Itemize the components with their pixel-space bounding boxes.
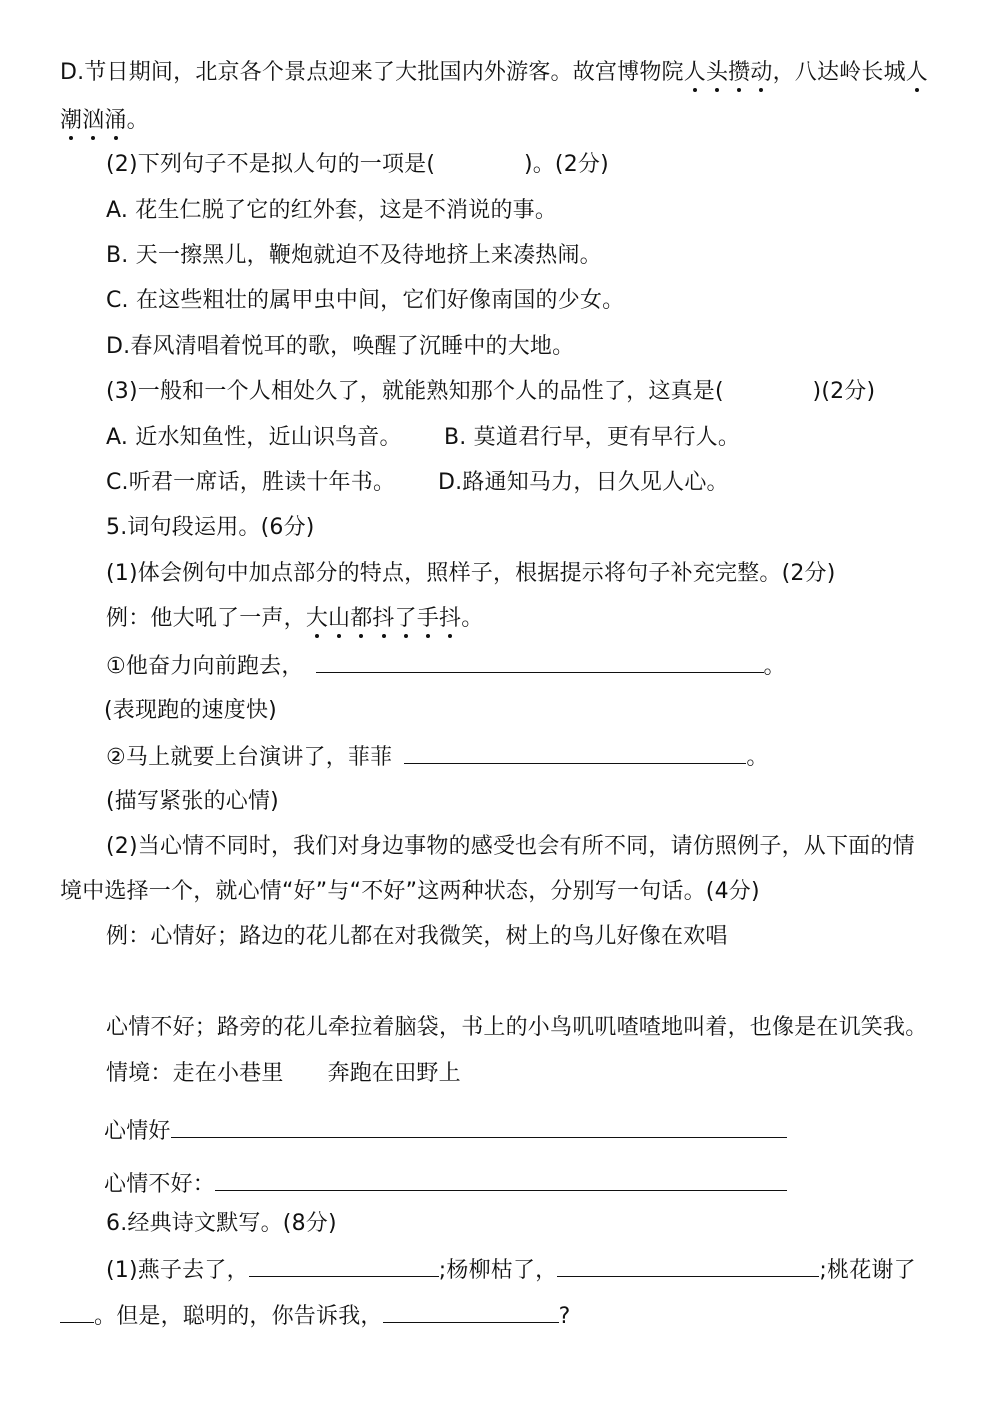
dotted-char: 抖 bbox=[439, 604, 461, 634]
q4-1-option-d: D.节日期间，北京各个景点迎来了大批国内外游客。故宫博物院人头攒动，八达岭长城人 bbox=[60, 58, 928, 88]
answer-blank[interactable] bbox=[249, 1254, 439, 1277]
q5-example2-bad: 心情不好；路旁的花儿牵拉着脑袋，书上的小鸟叽叽喳喳地叫着，也像是在讥笑我。 bbox=[106, 1015, 928, 1040]
answer-blank[interactable] bbox=[383, 1300, 559, 1323]
dotted-char: 大 bbox=[306, 604, 328, 634]
answer-blank[interactable] bbox=[215, 1168, 787, 1191]
dotted-char: 攒 bbox=[728, 58, 750, 88]
dotted-word-rentouzandong bbox=[684, 60, 773, 85]
dotted-char: 山 bbox=[328, 604, 350, 634]
dotted-char: 潮 bbox=[60, 106, 82, 136]
q5-sub2-line1: (2)当心情不同时，我们对身边事物的感受也会有所不同，请仿照例子，从下面的情 bbox=[106, 834, 915, 859]
answer-blank[interactable] bbox=[171, 1115, 787, 1138]
q5-title: 5.词句段运用。(6分) bbox=[106, 515, 315, 540]
q5-hint1: (表现跑的速度快) bbox=[104, 698, 277, 723]
dotted-char: 手 bbox=[417, 604, 439, 634]
dotted-char: 头 bbox=[706, 58, 728, 88]
dotted-char: 涌 bbox=[104, 106, 126, 136]
q4-3-option-a: A. 近水知鱼性，近山识鸟音。 bbox=[106, 425, 402, 450]
answer-blank[interactable] bbox=[557, 1254, 819, 1277]
q5-hint2: (描写紧张的心情) bbox=[106, 789, 279, 814]
q5-scenario: 情境：走在小巷里 奔跑在田野上 bbox=[106, 1061, 461, 1086]
q4-1-option-d-cont: 潮汹涌。 bbox=[60, 106, 149, 136]
q6-title: 6.经典诗文默写。(8分) bbox=[106, 1211, 337, 1236]
answer-blank[interactable] bbox=[316, 650, 764, 673]
dotted-char: 了 bbox=[395, 604, 417, 634]
dotted-char: 汹 bbox=[82, 106, 104, 136]
dotted-char: 人 bbox=[906, 58, 928, 88]
q4-2-question: (2)下列句子不是拟人句的一项是( )。(2分) bbox=[106, 152, 609, 177]
dotted-char: 动 bbox=[750, 58, 772, 88]
q5-sub1: (1)体会例句中加点部分的特点，照样子，根据提示将句子补充完整。(2分) bbox=[106, 561, 836, 586]
q5-example2-good: 例：心情好；路边的花儿都在对我微笑，树上的鸟儿好像在欢唱 bbox=[106, 924, 728, 949]
q6-line2: 。但是，聪明的，你告诉我， ? bbox=[60, 1300, 571, 1332]
q4-3-option-c: C.听君一席话，胜读十年书。 bbox=[106, 470, 396, 495]
q5-good-line: 心情好 bbox=[104, 1115, 787, 1147]
dotted-char: 人 bbox=[684, 58, 706, 88]
q4-2-option-c: C. 在这些粗壮的属甲虫中间，它们好像南国的少女。 bbox=[106, 288, 625, 313]
q5-bad-line: 心情不好： bbox=[104, 1168, 787, 1200]
q4-2-option-a: A. 花生仁脱了它的红外套，这是不消说的事。 bbox=[106, 198, 558, 223]
q4-3-option-d: D.路通知马力，日久见人心。 bbox=[438, 470, 729, 495]
q5-item1: ①他奋力向前跑去， 。 bbox=[106, 650, 786, 682]
q4-3-option-b: B. 莫道君行早，更有早行人。 bbox=[444, 425, 741, 450]
q5-sub2-line2: 境中选择一个，就心情“好”与“不好”这两种状态，分别写一句话。(4分) bbox=[60, 879, 760, 904]
q4-3-question: (3)一般和一个人相处久了，就能熟知那个人的品性了，这真是( )(2分) bbox=[106, 379, 876, 404]
dotted-char: 抖 bbox=[372, 604, 394, 634]
q4-2-option-d: D.春风清唱着悦耳的歌，唤醒了沉睡中的大地。 bbox=[106, 334, 575, 359]
q5-item2: ②马上就要上台演讲了，菲菲 。 bbox=[106, 741, 769, 773]
q5-scenario-2: 奔跑在田野上 bbox=[327, 1061, 461, 1086]
q5-example: 例：他大吼了一声，大山都抖了手抖。 bbox=[106, 604, 483, 634]
answer-blank[interactable] bbox=[60, 1300, 94, 1323]
q6-line1: (1)燕子去了， ;杨柳枯了， ;桃花谢了 bbox=[106, 1254, 916, 1286]
answer-blank[interactable] bbox=[404, 741, 746, 764]
dotted-char: 都 bbox=[350, 604, 372, 634]
q4-2-option-b: B. 天一擦黑儿，鞭炮就迫不及待地挤上来凑热闹。 bbox=[106, 243, 602, 268]
